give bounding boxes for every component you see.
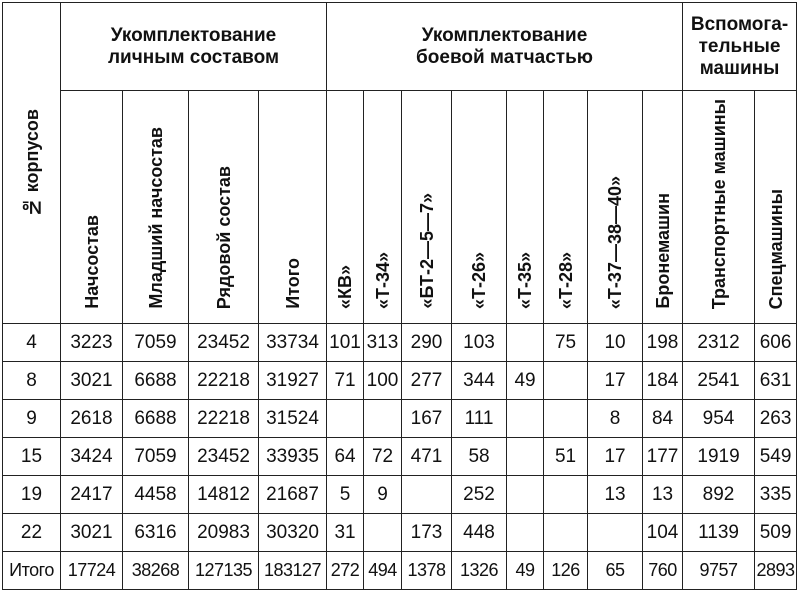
table-cell: 9 [364, 476, 402, 514]
table-cell: 31 [327, 514, 364, 552]
table-row [3, 514, 797, 552]
table-cell: 72 [364, 438, 402, 476]
column-header: Младший начсостав [123, 91, 189, 324]
table-cell: 13 [643, 476, 683, 514]
table-cell: 22218 [189, 400, 259, 438]
table-row [3, 400, 797, 438]
column-header: Итого [259, 91, 327, 324]
table-cell: 335 [755, 476, 797, 514]
table-cell: 7059 [123, 438, 189, 476]
table-cell [544, 514, 588, 552]
table-cell: 6316 [123, 514, 189, 552]
table-cell: 8 [588, 400, 643, 438]
column-header: «БТ-2—5—7» [402, 91, 452, 324]
table-cell: 65 [588, 552, 643, 590]
table-cell: 173 [402, 514, 452, 552]
column-header: «Т-28» [544, 91, 588, 324]
corps-number: 8 [3, 362, 61, 400]
column-header: Спецмашины [755, 91, 797, 324]
corps-staffing-table [2, 2, 797, 590]
table-cell: 6688 [123, 362, 189, 400]
table-cell [507, 514, 544, 552]
table-cell: 2618 [61, 400, 123, 438]
equipment-group-header: Укомплектование боевой матчастью [327, 3, 683, 91]
table-cell: 23452 [189, 324, 259, 362]
table-cell: 13 [588, 476, 643, 514]
corps-number: 19 [3, 476, 61, 514]
table-cell: 100 [364, 362, 402, 400]
corps-number: 4 [3, 324, 61, 362]
table-cell: 58 [452, 438, 507, 476]
personnel-group-header: Укомплектование личным составом [61, 3, 327, 91]
corps-number: 15 [3, 438, 61, 476]
table-cell: 5 [327, 476, 364, 514]
column-header: Начсостав [61, 91, 123, 324]
table-cell: 33935 [259, 438, 327, 476]
table-cell: 33734 [259, 324, 327, 362]
table-cell: 31927 [259, 362, 327, 400]
table-cell: 277 [402, 362, 452, 400]
table-cell: 3021 [61, 362, 123, 400]
table-cell [507, 400, 544, 438]
column-header: «Т-37—38—40» [588, 91, 643, 324]
table-cell: 103 [452, 324, 507, 362]
total-label: Итого [3, 552, 61, 590]
table-cell [507, 438, 544, 476]
table-cell: 471 [402, 438, 452, 476]
table-cell: 21687 [259, 476, 327, 514]
table-cell [544, 476, 588, 514]
table-cell: 2417 [61, 476, 123, 514]
table-cell: 64 [327, 438, 364, 476]
column-header: «Т-35» [507, 91, 544, 324]
column-header: Рядовой состав [189, 91, 259, 324]
table-cell: 954 [683, 400, 755, 438]
column-header: Бронемашин [643, 91, 683, 324]
table-cell: 10 [588, 324, 643, 362]
table-cell: 17 [588, 438, 643, 476]
table-cell: 101 [327, 324, 364, 362]
table-cell [544, 400, 588, 438]
table-cell [507, 324, 544, 362]
table-cell: 509 [755, 514, 797, 552]
table-cell: 252 [452, 476, 507, 514]
table-cell [364, 400, 402, 438]
table-cell: 126 [544, 552, 588, 590]
table-cell: 31524 [259, 400, 327, 438]
column-header: Транспортные машины [683, 91, 755, 324]
table-cell: 30320 [259, 514, 327, 552]
table-cell: 23452 [189, 438, 259, 476]
table-cell: 448 [452, 514, 507, 552]
table-cell: 38268 [123, 552, 189, 590]
table-cell: 2541 [683, 362, 755, 400]
table-cell: 127135 [189, 552, 259, 590]
table-cell: 17724 [61, 552, 123, 590]
table-cell: 198 [643, 324, 683, 362]
corps-number-header: № корпусов [3, 3, 61, 324]
table-cell: 7059 [123, 324, 189, 362]
total-row [3, 552, 797, 590]
table-cell [507, 476, 544, 514]
table-cell: 760 [643, 552, 683, 590]
table-cell: 3424 [61, 438, 123, 476]
corps-number: 9 [3, 400, 61, 438]
table-cell: 184 [643, 362, 683, 400]
table-cell: 1378 [402, 552, 452, 590]
table-cell: 892 [683, 476, 755, 514]
table-row [3, 324, 797, 362]
table-cell: 290 [402, 324, 452, 362]
table-cell: 313 [364, 324, 402, 362]
table-cell: 272 [327, 552, 364, 590]
table-cell: 20983 [189, 514, 259, 552]
column-header: «Т-34» [364, 91, 402, 324]
table-cell: 17 [588, 362, 643, 400]
table-cell: 549 [755, 438, 797, 476]
table-cell: 71 [327, 362, 364, 400]
table-cell: 1139 [683, 514, 755, 552]
table-cell: 1326 [452, 552, 507, 590]
table-cell: 9757 [683, 552, 755, 590]
corps-number: 22 [3, 514, 61, 552]
table-cell: 75 [544, 324, 588, 362]
table-cell: 51 [544, 438, 588, 476]
table-cell [588, 514, 643, 552]
table-cell: 4458 [123, 476, 189, 514]
table-cell: 183127 [259, 552, 327, 590]
table-row [3, 362, 797, 400]
table-cell: 2312 [683, 324, 755, 362]
table-cell: 263 [755, 400, 797, 438]
table-cell: 344 [452, 362, 507, 400]
aux-vehicles-group-header: Вспомога-тельные машины [683, 3, 797, 91]
table-row [3, 476, 797, 514]
column-header: «КВ» [327, 91, 364, 324]
table-cell: 14812 [189, 476, 259, 514]
table-cell: 606 [755, 324, 797, 362]
table-cell: 6688 [123, 400, 189, 438]
column-header: «Т-26» [452, 91, 507, 324]
table-cell [402, 476, 452, 514]
table-row [3, 438, 797, 476]
table-cell: 3223 [61, 324, 123, 362]
table-cell: 177 [643, 438, 683, 476]
table-cell: 49 [507, 362, 544, 400]
table-cell: 631 [755, 362, 797, 400]
table-cell: 111 [452, 400, 507, 438]
table-cell [327, 400, 364, 438]
table-cell: 22218 [189, 362, 259, 400]
table-cell: 167 [402, 400, 452, 438]
table-cell [364, 514, 402, 552]
table-cell: 494 [364, 552, 402, 590]
table-cell: 3021 [61, 514, 123, 552]
table-cell: 84 [643, 400, 683, 438]
table-cell: 104 [643, 514, 683, 552]
table-cell: 2893 [755, 552, 797, 590]
table-cell [544, 362, 588, 400]
table-cell: 1919 [683, 438, 755, 476]
table-cell: 49 [507, 552, 544, 590]
